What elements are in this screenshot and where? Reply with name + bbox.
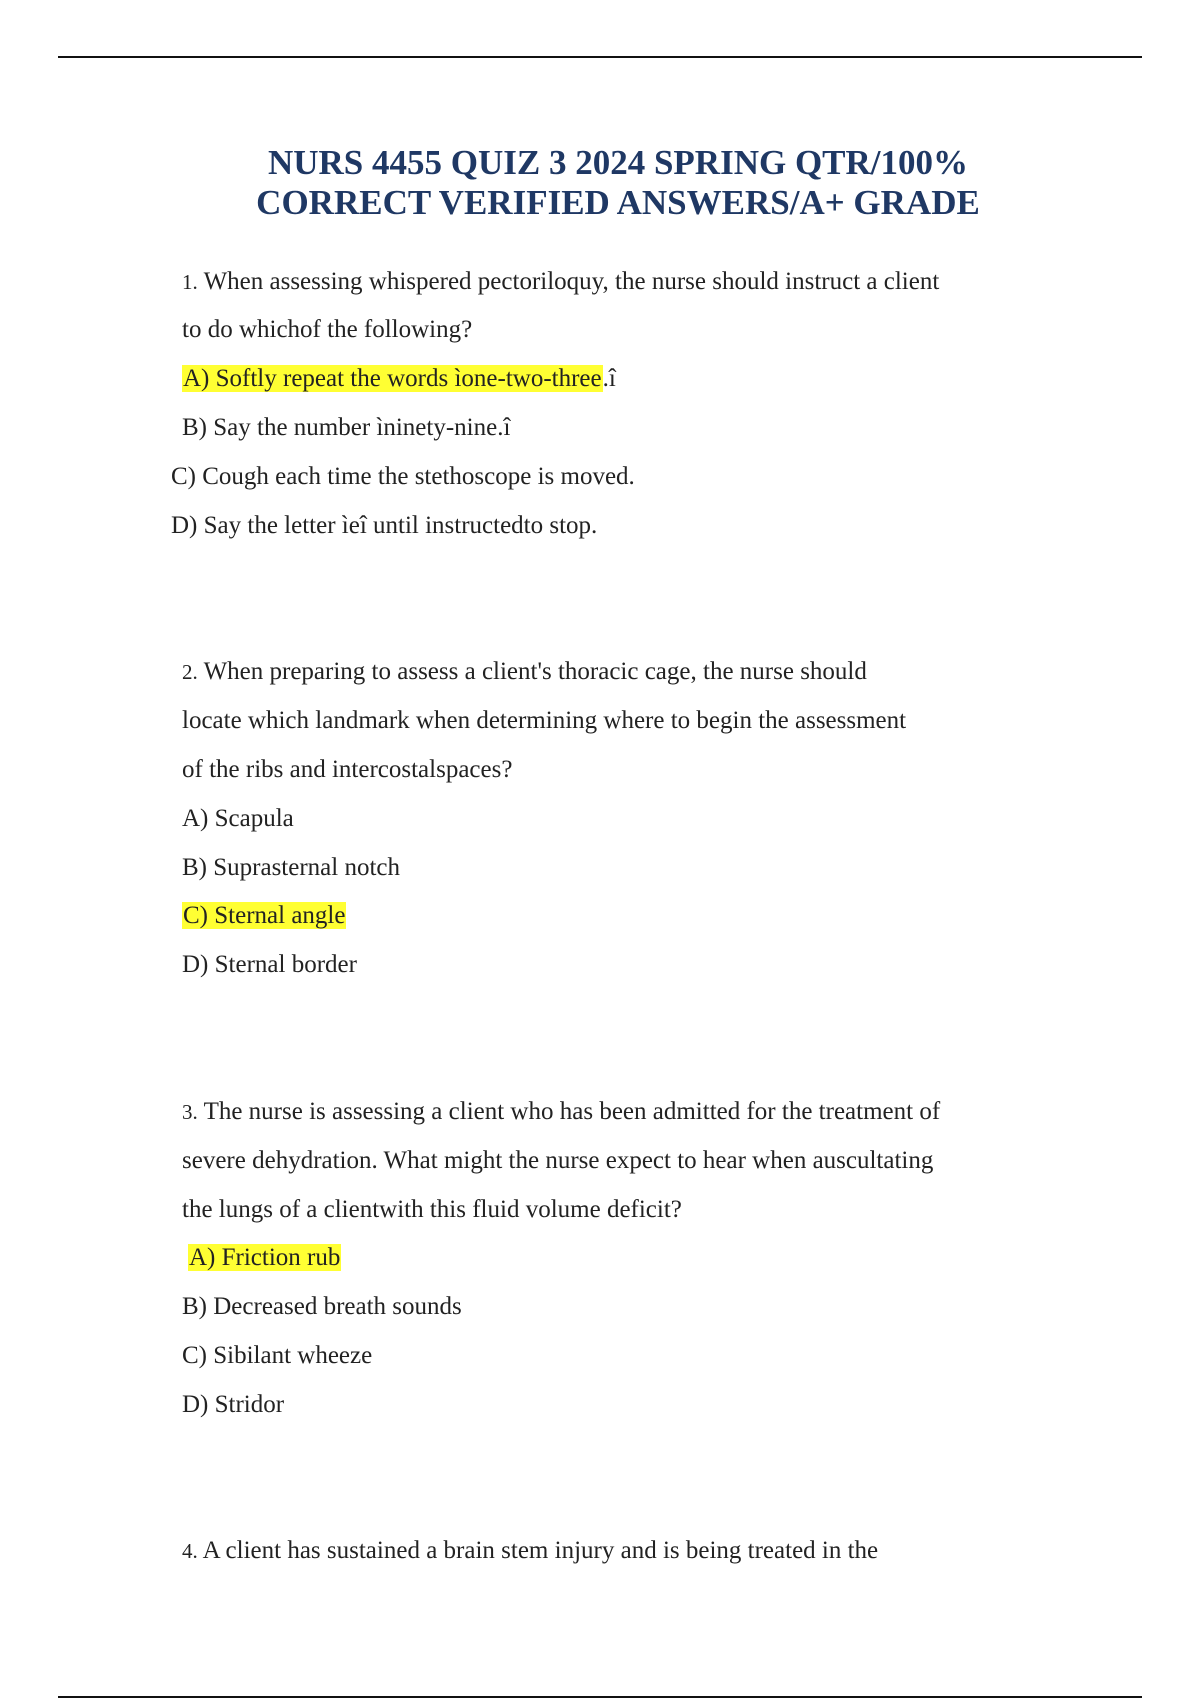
question-1-option-c: C) Cough each time the stethoscope is moved.: [171, 463, 635, 490]
question-3-number: 3.: [182, 1100, 198, 1124]
document-title-line-2: CORRECT VERIFIED ANSWERS/A+ GRADE: [256, 183, 980, 222]
question-3-option-b: B) Decreased breath sounds: [182, 1293, 462, 1320]
question-2-stem-line-3: of the ribs and intercostalspaces?: [182, 756, 513, 783]
question-1-option-a: A) Softly repeat the words ìone-two-three.î: [183, 365, 616, 392]
question-1-option-b: B) Say the number ìninety-nine.î: [182, 414, 511, 441]
question-2-option-b: B) Suprasternal notch: [182, 854, 401, 881]
correct-answer-highlight: A) Friction rub: [189, 1244, 341, 1271]
document-title-line-1: NURS 4455 QUIZ 3 2024 SPRING QTR/100%: [267, 143, 969, 182]
correct-answer-highlight: A) Softly repeat the words ìone-two-three: [183, 365, 602, 392]
question-3-stem-line-1: 3. The nurse is assessing a client who has been admitted for the treatment of: [182, 1098, 941, 1125]
correct-answer-highlight: C) Sternal angle: [183, 902, 346, 929]
question-2-stem-line-1: 2. When preparing to assess a client's thoracic cage, the nurse should: [182, 658, 867, 685]
top-rule: [58, 56, 1142, 58]
question-2-stem-line-2: locate which landmark when determining where to begin the assessment: [182, 707, 907, 734]
question-1-number: 1.: [182, 270, 198, 294]
question-3-stem-line-2: severe dehydration. What might the nurse expect to hear when auscultating: [182, 1147, 934, 1174]
question-3-option-d: D) Stridor: [182, 1391, 285, 1418]
bottom-rule: [58, 1696, 1142, 1698]
question-1-stem-line-2: to do whichof the following?: [182, 316, 473, 343]
question-3-option-a: [188, 1242, 341, 1274]
question-4-stem-line-1: 4. A client has sustained a brain stem injury and is being treated in the: [182, 1537, 879, 1564]
question-2-option-d: D) Sternal border: [182, 951, 357, 978]
question-3-option-c: C) Sibilant wheeze: [182, 1342, 373, 1369]
question-1-stem-line-1: 1. When assessing whispered pectoriloquy, the nurse should instruct a client: [182, 268, 940, 295]
question-2-option-c: [182, 900, 346, 932]
question-3-stem-line-3: the lungs of a clientwith this fluid volume deficit?: [182, 1196, 682, 1223]
question-2-option-a: A) Scapula: [182, 805, 294, 832]
question-4-number: 4.: [182, 1539, 198, 1563]
question-1-option-d: D) Say the letter ìeî until instructedto stop.: [171, 512, 598, 539]
question-2-number: 2.: [182, 660, 198, 684]
